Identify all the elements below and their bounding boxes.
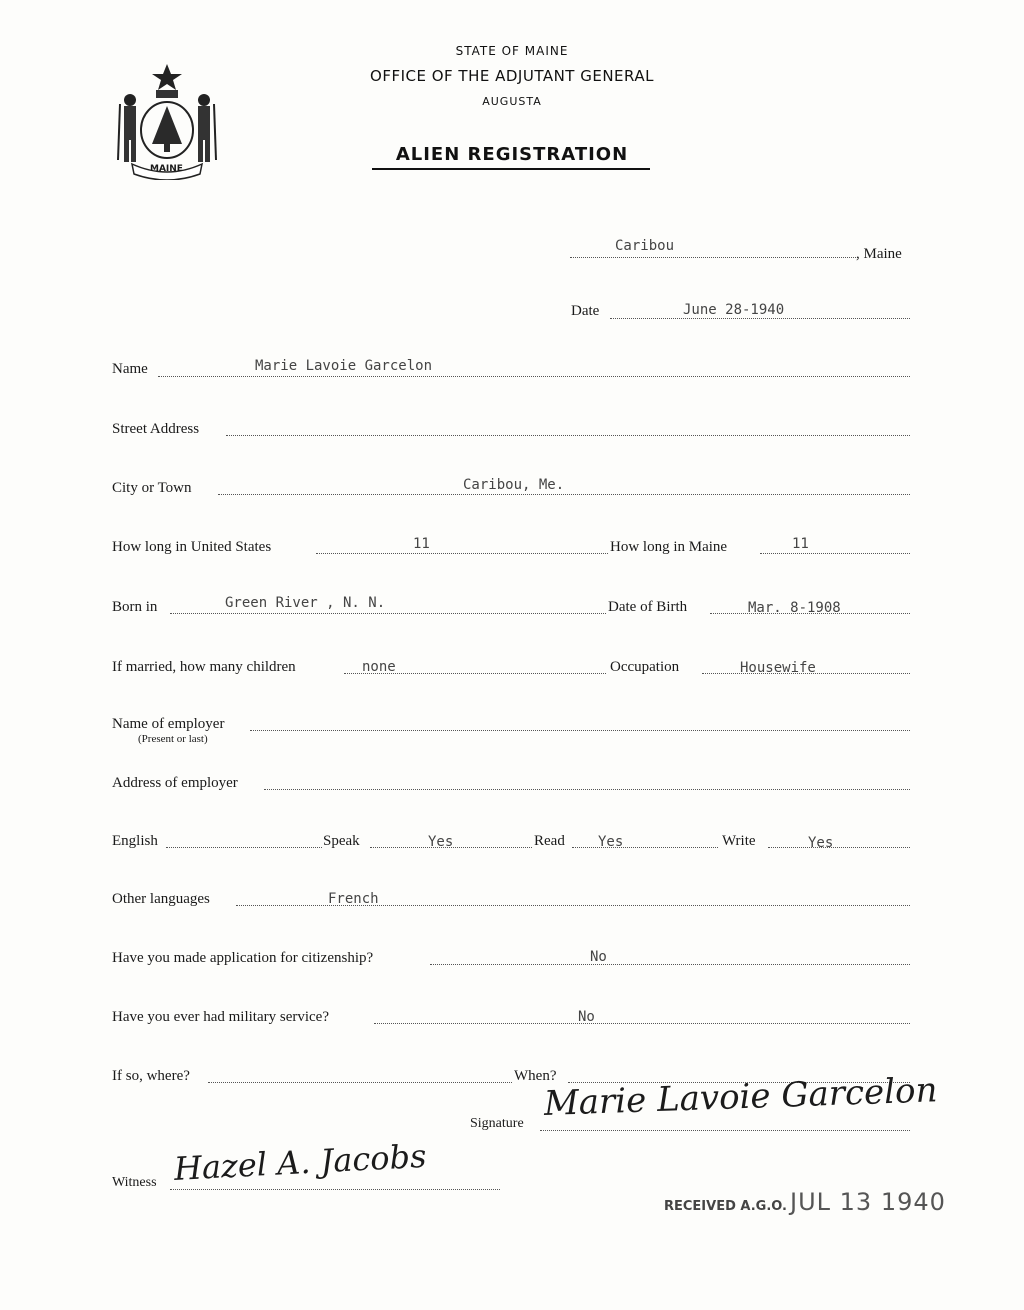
seal-banner-text: MAINE bbox=[150, 164, 183, 174]
employer-sublabel: (Present or last) bbox=[138, 733, 208, 745]
military-value: No bbox=[578, 1009, 595, 1025]
us-years-line bbox=[316, 553, 608, 554]
citizenship-label: Have you made application for citizenship? bbox=[112, 950, 374, 966]
english-line bbox=[166, 847, 322, 848]
date-value: June 28-1940 bbox=[683, 302, 785, 318]
born-in-line bbox=[170, 613, 606, 614]
us-years-label: How long in United States bbox=[112, 539, 272, 555]
date-line bbox=[610, 318, 910, 319]
write-line bbox=[768, 847, 910, 848]
state-heading: STATE OF MAINE bbox=[455, 44, 569, 58]
received-stamp-date: JUL 13 1940 bbox=[790, 1188, 946, 1216]
state-seal-icon bbox=[112, 60, 222, 180]
witness-label: Witness bbox=[112, 1175, 157, 1190]
employer-line bbox=[250, 730, 910, 731]
military-line bbox=[374, 1023, 910, 1024]
city-line bbox=[218, 494, 910, 495]
form-title: ALIEN REGISTRATION bbox=[395, 144, 629, 165]
occupation-label: Occupation bbox=[610, 659, 680, 675]
name-value: Marie Lavoie Garcelon bbox=[255, 358, 433, 374]
children-value: none bbox=[362, 659, 396, 675]
witness-value: Hazel A. Jacobs bbox=[173, 1136, 428, 1188]
name-label: Name bbox=[112, 361, 148, 377]
title-underline bbox=[372, 168, 650, 170]
citizenship-line bbox=[430, 964, 910, 965]
write-label: Write bbox=[722, 833, 756, 849]
english-label: English bbox=[112, 833, 158, 849]
when-label: When? bbox=[514, 1068, 557, 1084]
speak-label: Speak bbox=[323, 833, 360, 849]
read-value: Yes bbox=[598, 834, 624, 850]
read-label: Read bbox=[534, 833, 565, 849]
city-label: City or Town bbox=[112, 480, 192, 496]
signature-label: Signature bbox=[470, 1116, 524, 1131]
location-value: Caribou bbox=[615, 238, 675, 254]
dob-label: Date of Birth bbox=[608, 599, 688, 615]
street-label: Street Address bbox=[112, 421, 200, 437]
read-line bbox=[572, 847, 718, 848]
maine-years-label: How long in Maine bbox=[610, 539, 728, 555]
employer-addr-line bbox=[264, 789, 910, 790]
occupation-value: Housewife bbox=[740, 660, 816, 676]
street-line bbox=[226, 435, 910, 436]
received-stamp-text: RECEIVED A.G.O. bbox=[664, 1199, 787, 1214]
witness-line bbox=[170, 1189, 500, 1190]
employer-addr-label: Address of employer bbox=[112, 775, 238, 791]
date-label: Date bbox=[571, 303, 600, 319]
citizenship-value: No bbox=[590, 949, 607, 965]
employer-label: Name of employer bbox=[112, 716, 225, 732]
born-in-value: Green River , N. N. bbox=[225, 595, 386, 611]
signature-value: Marie Lavoie Garcelon bbox=[543, 1070, 939, 1124]
us-years-value: 11 bbox=[413, 536, 430, 552]
city-value: Caribou, Me. bbox=[463, 477, 565, 493]
office-heading: OFFICE OF THE ADJUTANT GENERAL bbox=[370, 67, 654, 85]
children-label: If married, how many children bbox=[112, 659, 296, 675]
where-line bbox=[208, 1082, 512, 1083]
name-line bbox=[158, 376, 910, 377]
born-in-label: Born in bbox=[112, 599, 158, 615]
other-lang-value: French bbox=[328, 891, 379, 907]
speak-value: Yes bbox=[428, 834, 454, 850]
signature-line bbox=[540, 1130, 910, 1131]
where-label: If so, where? bbox=[112, 1068, 190, 1084]
other-lang-label: Other languages bbox=[112, 891, 210, 907]
dob-value: Mar. 8-1908 bbox=[748, 600, 841, 616]
maine-years-line bbox=[760, 553, 910, 554]
maine-years-value: 11 bbox=[792, 536, 809, 552]
location-line bbox=[570, 257, 856, 258]
military-label: Have you ever had military service? bbox=[112, 1009, 329, 1025]
location-suffix: , Maine bbox=[856, 246, 902, 262]
write-value: Yes bbox=[808, 835, 834, 851]
city-heading: AUGUSTA bbox=[482, 95, 542, 108]
